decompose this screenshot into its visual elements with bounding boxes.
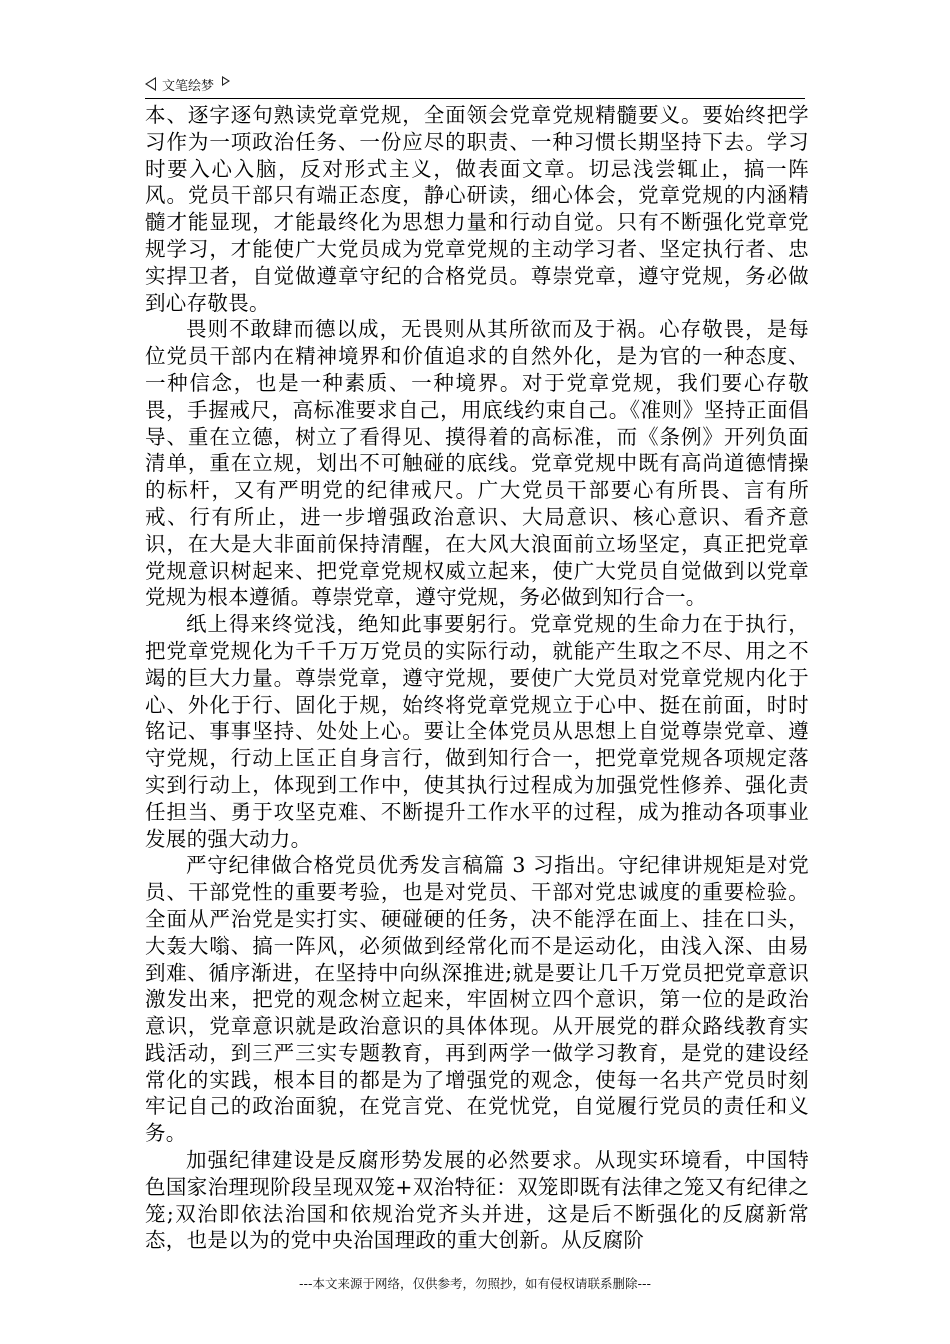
paragraph-5: 加强纪律建设是反腐形势发展的必然要求。从现实环境看，中国特色国家治理现阶段呈现双笼+双治特征：双笼即既有法律之笼又有纪律之笼;双治即依法治国和依规治党齐头并进，这是后不断强化的反腐新常态，也是以为的党中央治国理政的重大创新。从反腐阶 [145,1148,809,1253]
paragraph-2: 畏则不敢肆而德以成，无畏则从其所欲而及于祸。心存敬畏，是每位党员干部内在精神境界和价值追求的自然外化，是为官的一种态度、一种信念，也是一种素质、一种境界。对于党章党规，我们要心存敬畏，手握戒尺，高标准要求自己，用底线约束自己。《准则》坚持正面倡导、重在立德，树立了看得见、摸得着的高标准，而《条例》开列负面清单，重在立规，划出不可触碰的底线。党章党规中既有高尚道德情操的标杆，又有严明党的纪律戒尺。广大党员干部要心有所畏、言有所戒、行有所止，进一步增强政治意识、大局意识、核心意识、看齐意识，在大是大非面前保持清醒，在大风大浪面前立场坚定，真正把党章党规意识树起来、把党章党规权威立起来，使广大党员自觉做到以党章党规为根本遵循。尊崇党章，遵守党规，务必做到知行合一。 [145,317,809,610]
header-title: 文笔绘梦 [162,78,215,94]
paragraph-4: 严守纪律做合格党员优秀发言稿篇 3 习指出。守纪律讲规矩是对党员、干部党性的重要考验，也是对党员、干部对党忠诚度的重要检验。全面从严治党是实打实、硬碰硬的任务，决不能浮在面上、挂在口头，大轰大嗡、搞一阵风，必须做到经常化而不是运动化，由浅入深、由易到难、循序渐进，在坚持中向纵深推进;就是要让几千万党员把党章意识激发出来，把党的观念树立起来，牢固树立四个意识，第一位的是政治意识，党章意识就是政治意识的具体体现。从开展党的群众路线教育实践活动，到三严三实专题教育，再到两学一做学习教育，是党的建设经常化的实践，根本目的都是为了增强党的观念，使每一名共产党员时刻牢记自己的政治面貌，在党言党、在党忧党，自觉履行党员的责任和义务。 [145,853,809,1146]
page-header [145,72,230,96]
page-footer-disclaimer: ---本文来源于网络，仅供参考，勿照抄，如有侵权请联系删除--- [298,1276,652,1291]
document-body [145,102,809,1254]
header-divider [145,98,805,99]
triangle-right-icon [222,76,230,86]
triangle-left-icon [145,77,156,91]
paragraph-1: 本、逐字逐句熟读党章党规，全面领会党章党规精髓要义。要始终把学习作为一项政治任务、一份应尽的职责、一种习惯长期坚持下去。学习时要入心入脑，反对形式主义，做表面文章。切忌浅尝辄止，搞一阵风。党员干部只有端正态度，静心研读，细心体会，党章党规的内涵精髓才能显现，才能最终化为思想力量和行动自觉。只有不断强化党章党规学习，才能使广大党员成为党章党规的主动学习者、坚定执行者、忠实捍卫者，自觉做遵章守纪的合格党员。尊崇党章，遵守党规，务必做到心存敬畏。 [145,103,809,315]
paragraph-3: 纸上得来终觉浅，绝知此事要躬行。党章党规的生命力在于执行，把党章党规化为千千万万党员的实际行动，就能产生取之不尽、用之不竭的巨大力量。尊崇党章，遵守党规，要使广大党员对党章党规内化于心、外化于行、固化于规，始终将党章党规立于心中、挺在前面，时时铭记、事事坚持、处处上心。要让全体党员从思想上自觉尊崇党章、遵守党规，行动上匡正自身言行，做到知行合一，把党章党规各项规定落实到行动上，体现到工作中，使其执行过程成为加强党性修养、强化责任担当、勇于攻坚克难、不断提升工作水平的过程，成为推动各项事业发展的强大动力。 [145,612,809,851]
